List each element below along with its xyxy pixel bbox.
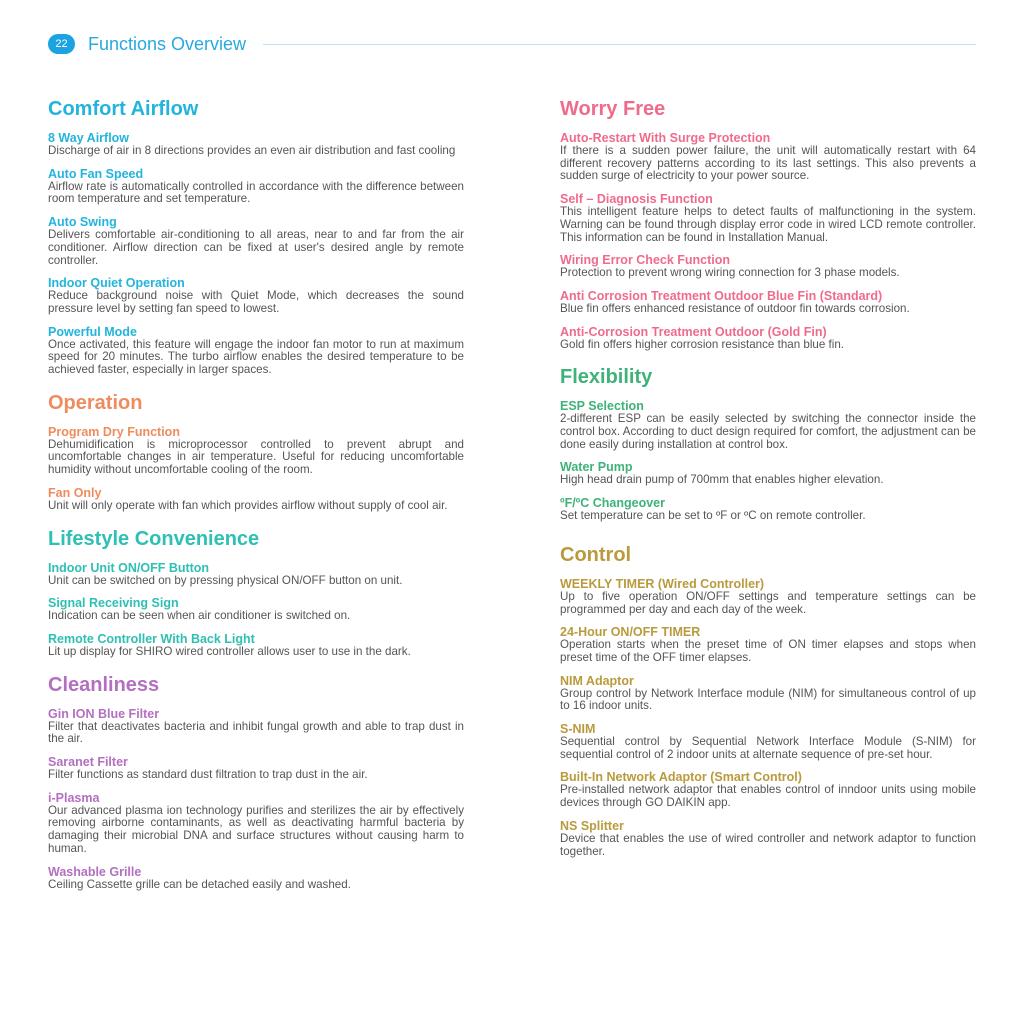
feature-title: Anti-Corrosion Treatment Outdoor (Gold Fin) <box>560 324 827 339</box>
feature-title: 8 Way Airflow <box>48 131 130 145</box>
feature-description: Filter functions as standard dust filtration to trap dust in the air. <box>48 768 368 782</box>
feature-item <box>560 290 976 316</box>
section-comfort-airflow <box>48 97 464 377</box>
feature-item <box>560 675 976 713</box>
section-operation <box>48 391 464 513</box>
feature-item <box>560 626 976 664</box>
feature-title: Water Pump <box>560 460 633 475</box>
feature-description: Unit will only operate with fan which provides airflow without supply of cool air. <box>48 498 448 512</box>
feature-item <box>48 633 464 659</box>
header-divider <box>263 44 976 45</box>
section-title: Cleanliness <box>48 673 160 696</box>
feature-description: Sequential control by Sequential Network Interface Module (S-NIM) for sequential control of 2 indoor units at alternate sequence of pre-set hour. <box>560 735 976 761</box>
feature-description: Unit can be switched on by pressing physical ON/OFF button on unit. <box>48 573 403 587</box>
feature-description: Dehumidification is microprocessor controlled to prevent abrupt and uncomfortable changes in air temperature. Useful for reducing uncomfortable humidity without uncomfortable cooling of the room. <box>48 437 464 477</box>
feature-item <box>48 168 464 206</box>
feature-item <box>48 597 464 623</box>
feature-title: Gin ION Blue Filter <box>48 706 160 721</box>
feature-title: Anti Corrosion Treatment Outdoor Blue Fin (Standard) <box>560 288 883 303</box>
feature-description: Group control by Network Interface module (NIM) for simultaneous control of up to 16 indoor units. <box>560 686 976 713</box>
section-cleanliness <box>48 673 464 892</box>
feature-title: Fan Only <box>48 485 102 500</box>
feature-description: Lit up display for SHIRO wired controller allows user to use in the dark. <box>48 644 411 658</box>
feature-item <box>48 487 464 513</box>
feature-description: If there is a sudden power failure, the unit will automatically restart with 64 different recovery patterns according to its last settings. This also prevents a sudden surge of electricity to your power source. <box>560 144 976 183</box>
feature-description: Airflow rate is automatically controlled in accordance with the difference between room temperature and set temperature. <box>48 179 464 206</box>
feature-description: Protection to prevent wrong wiring connection for 3 phase models. <box>560 266 900 280</box>
feature-item <box>48 216 464 267</box>
feature-description: Operation starts when the preset time of ON timer elapses and stops when preset time of the OFF timer elapses. <box>560 638 976 664</box>
feature-description: Once activated, this feature will engage the indoor fan motor to run at maximum speed for 20 minutes. The turbo airflow enables the desired temperature to be achieved faster, especially in larger spaces. <box>48 337 464 377</box>
feature-description: Delivers comfortable air-conditioning to all areas, near to and far from the air conditioner. Airflow direction can be fixed at user's desired angle by remote controller. <box>48 228 464 267</box>
feature-description: Ceiling Cassette grille can be detached easily and washed. <box>48 877 351 891</box>
feature-item <box>48 562 464 588</box>
section-title: Flexibility <box>560 366 653 389</box>
page-header <box>48 32 976 56</box>
feature-item <box>560 497 976 523</box>
feature-title: Remote Controller With Back Light <box>48 631 255 646</box>
feature-item <box>48 326 464 377</box>
feature-item <box>48 132 464 158</box>
feature-description: Filter that deactivates bacteria and inhibit fungal growth and able to trap dust in the air. <box>48 719 464 746</box>
feature-title: Auto Fan Speed <box>48 166 144 181</box>
feature-title: Auto Swing <box>48 215 117 230</box>
feature-description: Pre-installed network adaptor that enables control of inndoor units using mobile devices through GO DAIKIN app. <box>560 783 976 810</box>
section-worry-free <box>560 97 976 351</box>
feature-item <box>48 756 464 782</box>
feature-description: Up to five operation ON/OFF settings and temperature settings can be programmed per day and each day of the week. <box>560 589 976 616</box>
feature-title: Indoor Unit ON/OFF Button <box>48 560 210 575</box>
feature-item <box>48 792 464 856</box>
feature-title: Auto-Restart With Surge Protection <box>560 131 771 145</box>
section-title: Lifestyle Convenience <box>48 527 260 550</box>
feature-title: Powerful Mode <box>48 324 137 339</box>
feature-item <box>560 723 976 761</box>
section-title: Operation <box>48 391 143 414</box>
feature-title: S-NIM <box>560 722 596 737</box>
feature-title: Indoor Quiet Operation <box>48 276 185 291</box>
section-title: Control <box>560 543 632 566</box>
right-column <box>560 97 976 868</box>
feature-item <box>560 400 976 451</box>
feature-title: NS Splitter <box>560 818 624 833</box>
feature-title: Washable Grille <box>48 864 142 879</box>
feature-title: WEEKLY TIMER (Wired Controller) <box>560 576 765 591</box>
feature-title: 24-Hour ON/OFF TIMER <box>560 625 701 640</box>
feature-item <box>48 866 464 892</box>
page-number-badge: 22 <box>48 34 75 54</box>
section-control <box>560 543 976 858</box>
feature-title: Program Dry Function <box>48 424 180 439</box>
feature-title: i-Plasma <box>48 790 100 805</box>
section-title: Comfort Airflow <box>48 98 199 120</box>
feature-description: Device that enables the use of wired controller and network adaptor to function together. <box>560 831 976 858</box>
feature-title: ºF/ºC Changeover <box>560 496 665 511</box>
feature-description: This intelligent feature helps to detect faults of malfunctioning in the system. Warning can be found through display error code in wired LCD remote controller. This information can be found in Installation Manual. <box>560 205 976 244</box>
feature-item <box>560 820 976 858</box>
feature-item <box>48 708 464 746</box>
feature-item <box>560 254 976 280</box>
feature-title: Self – Diagnosis Function <box>560 192 713 207</box>
feature-description: Our advanced plasma ion technology purifies and sterilizes the air by effectively removing airborne contaminants, as well as deactivating harmful bacteria by damaging their microbial DNA and surface structures without causing harm to human. <box>48 803 464 855</box>
feature-description: 2-different ESP can be easily selected by switching the connector inside the control box. According to duct design required for comfort, the adjustment can be done easily during installation at control box. <box>560 412 976 451</box>
feature-description: Gold fin offers higher corrosion resistance than blue fin. <box>560 337 844 351</box>
feature-title: Saranet Filter <box>48 755 128 770</box>
feature-description: Set temperature can be set to ºF or ºC on remote controller. <box>560 509 866 523</box>
feature-title: ESP Selection <box>560 399 644 414</box>
feature-description: Discharge of air in 8 directions provides an even air distribution and fast cooling <box>48 144 456 157</box>
section-lifestyle-convenience <box>48 527 464 659</box>
page-title: Functions Overview <box>88 33 247 54</box>
feature-item <box>560 132 976 183</box>
feature-item <box>48 426 464 477</box>
feature-title: Signal Receiving Sign <box>48 596 179 611</box>
feature-description: Blue fin offers enhanced resistance of outdoor fin towards corrosion. <box>560 301 910 315</box>
feature-item <box>560 326 976 352</box>
feature-item <box>560 193 976 244</box>
feature-item <box>560 461 976 487</box>
feature-description: Reduce background noise with Quiet Mode, which decreases the sound pressure level by setting fan speed to lowest. <box>48 289 464 315</box>
feature-item <box>560 771 976 809</box>
feature-title: Wiring Error Check Function <box>560 253 731 268</box>
feature-title: NIM Adaptor <box>560 673 634 688</box>
left-column <box>48 97 464 901</box>
feature-item <box>560 578 976 616</box>
feature-description: High head drain pump of 700mm that enables higher elevation. <box>560 473 884 487</box>
feature-title: Built-In Network Adaptor (Smart Control) <box>560 770 802 785</box>
section-flexibility <box>560 365 976 523</box>
section-title: Worry Free <box>560 98 666 120</box>
feature-description: Indication can be seen when air conditioner is switched on. <box>48 609 351 623</box>
feature-item <box>48 277 464 315</box>
